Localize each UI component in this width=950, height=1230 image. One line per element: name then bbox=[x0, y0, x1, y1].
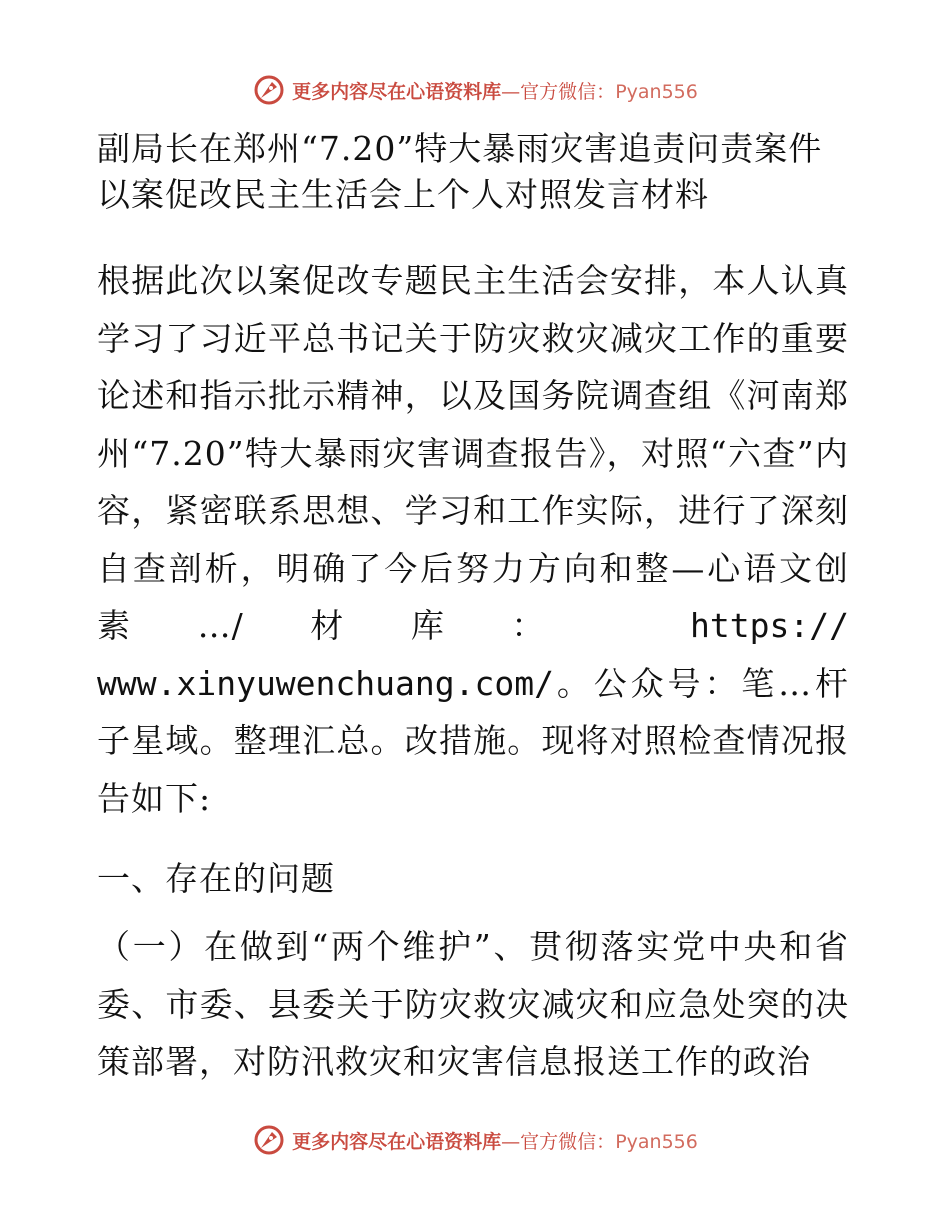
document-title: 副局长在郑州“7.20”特大暴雨灾害追责问责案件以案促改民主生活会上个人对照发言材料 bbox=[97, 129, 823, 214]
watermark-banner-bottom bbox=[0, 1120, 950, 1160]
section-heading: 一、存在的问题 bbox=[97, 859, 335, 898]
intro-paragraph: 根据此次以案促改专题民主生活会安排，本人认真学习了习近平总书记关于防灾救灾减灾工作的重要论述和指示批示精神，以及国务院调查组《河南郑州“7.20”特大暴雨灾害调查报告》，对照“六查”内容，紧密联系思想、学习和工作实际，进行了深刻自查剖析，明确了今后努力方向和整—心语文创素…/材库： https:// www.xinyuwenchuang.com/。公众号：笔…杆子星域。整理汇总。改措施。现将对照检查情况报告如下: bbox=[97, 261, 849, 818]
watermark-text: 更多内容尽在心语资料库—官方微信：Pyan556 bbox=[292, 1130, 698, 1153]
section-paragraph: （一）在做到“两个维护”、贯彻落实党中央和省委、市委、县委关于防灾救灾减灾和应急处突的决策部署，对防汛救灾和灾害信息报送工作的政治 bbox=[97, 927, 849, 1081]
watermark-banner-top bbox=[0, 70, 950, 110]
pen-nib-circle-icon bbox=[252, 1123, 286, 1157]
watermark-text: 更多内容尽在心语资料库—官方微信：Pyan556 bbox=[292, 80, 698, 103]
pen-nib-circle-icon bbox=[252, 73, 286, 107]
